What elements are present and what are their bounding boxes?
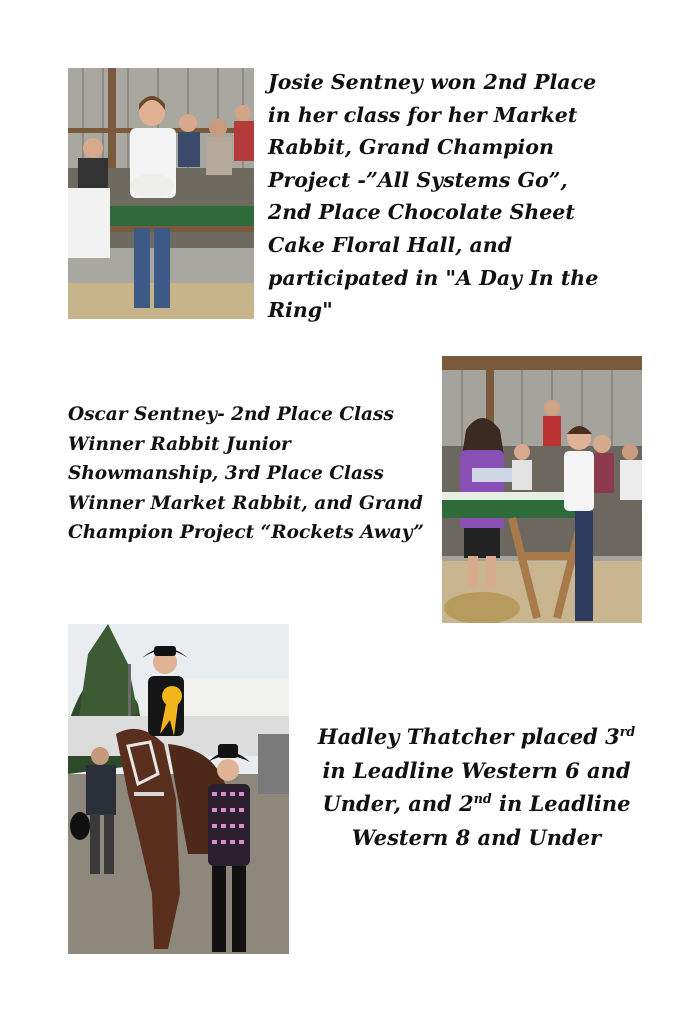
caption-line — [304, 720, 649, 754]
ordinal-suffix: rd — [619, 724, 636, 739]
caption-line: Ring" — [268, 298, 333, 323]
caption-oscar — [68, 400, 433, 548]
caption-line: Oscar Sentney- 2nd Place Class — [68, 404, 394, 425]
caption-line: Winner Market Rabbit, and Grand — [68, 492, 423, 514]
caption-line: Project -”All Systems Go”, — [268, 167, 568, 192]
caption-line — [304, 787, 649, 821]
caption-line: 2nd Place Chocolate Sheet — [268, 200, 575, 225]
caption-line: participated in "A Day In the — [268, 265, 599, 290]
caption-text: in Leadline — [491, 791, 631, 816]
caption-text: Hadley Thatcher placed 3 — [317, 724, 620, 749]
photo-josie-rabbit — [68, 68, 254, 319]
photo-hadley-horse — [68, 624, 289, 954]
caption-line: Showmanship, 3rd Place Class — [68, 463, 384, 484]
caption-line: Champion Project “Rockets Away” — [68, 522, 424, 543]
caption-line: in Leadline Western 6 and — [322, 757, 631, 783]
photo-oscar-judging — [442, 356, 642, 623]
caption-line: in her class for her Market — [268, 102, 578, 127]
caption-text: Under, and 2 — [322, 791, 474, 816]
ordinal-suffix: nd — [473, 791, 492, 806]
caption-hadley — [304, 720, 649, 854]
caption-josie — [268, 66, 663, 327]
caption-line: Rabbit, Grand Champion — [268, 135, 554, 160]
caption-line: Winner Rabbit Junior — [68, 433, 291, 455]
caption-line: Cake Floral Hall, and — [268, 232, 513, 257]
caption-line: Western 8 and Under — [351, 824, 602, 850]
caption-line: Josie Sentney won 2nd Place — [268, 70, 597, 94]
